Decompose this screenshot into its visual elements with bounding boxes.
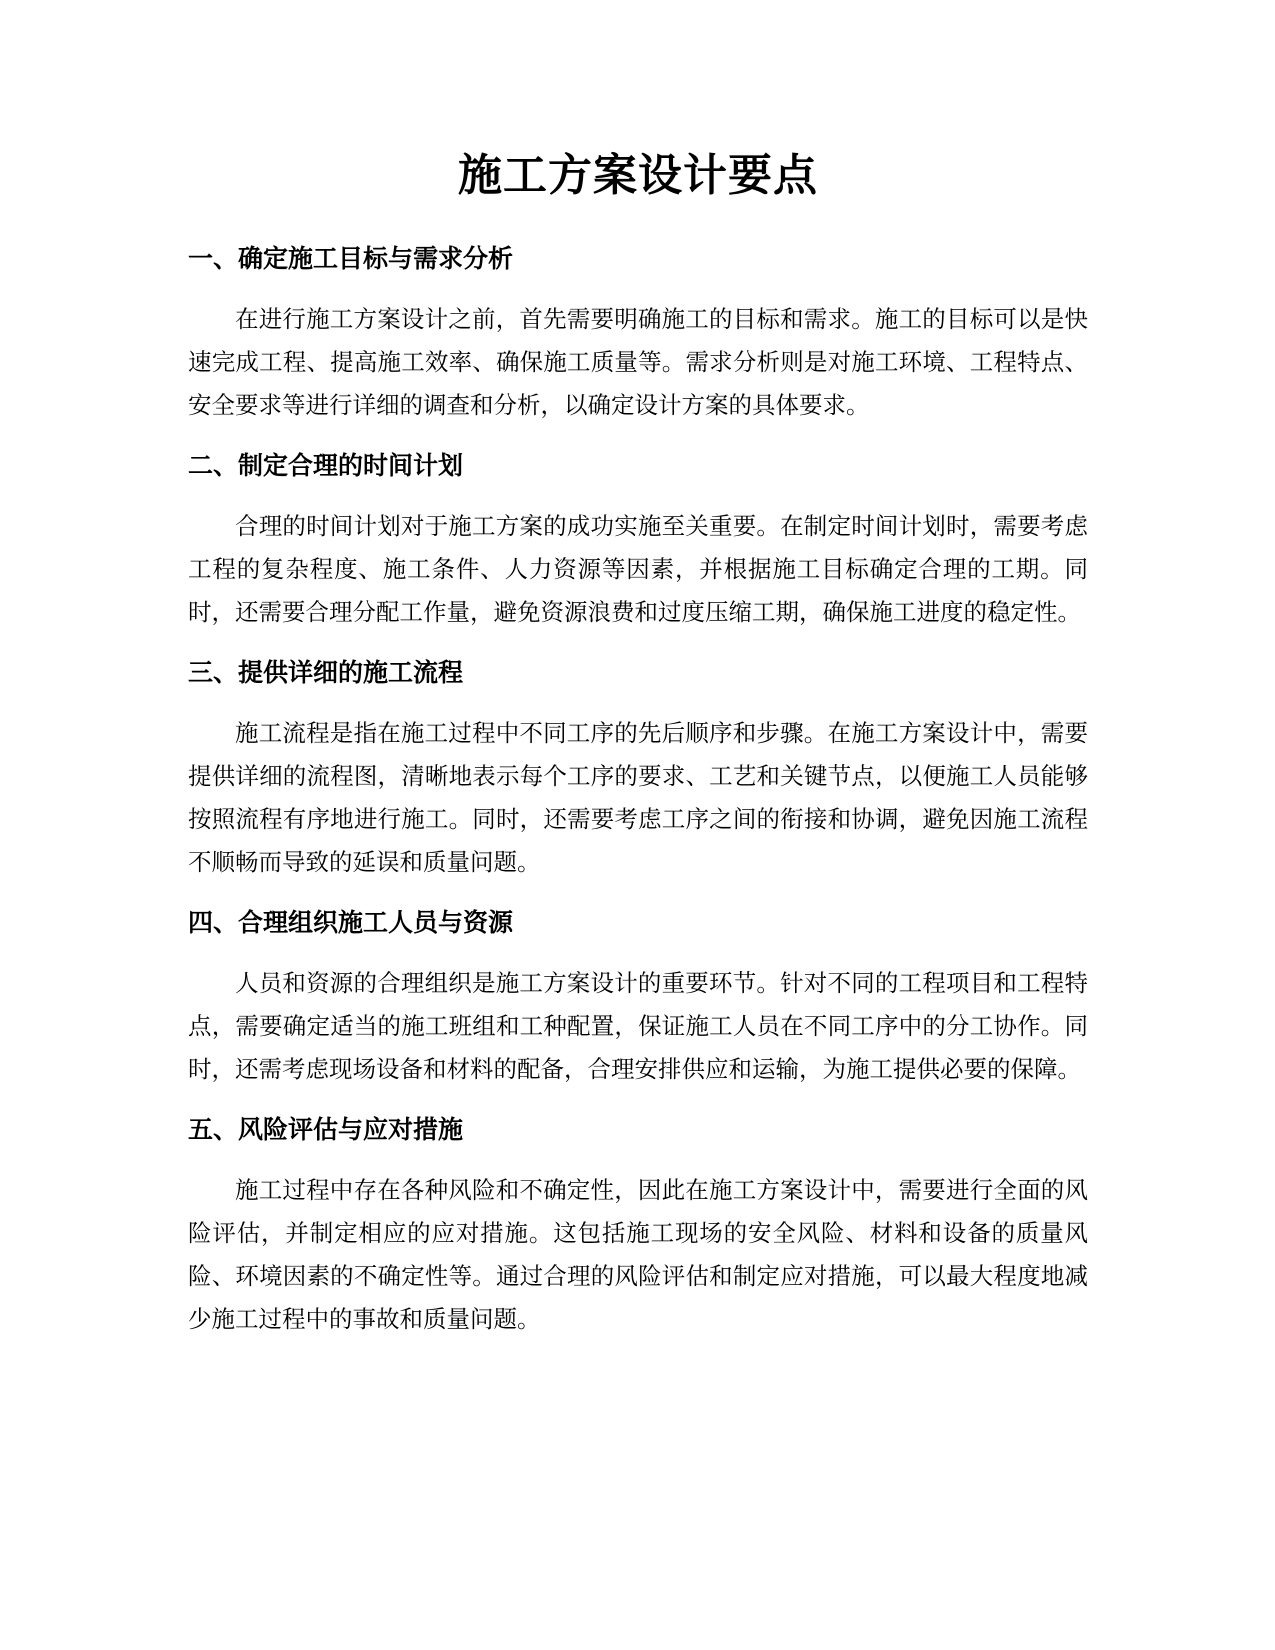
section-paragraph: 在进行施工方案设计之前，首先需要明确施工的目标和需求。施工的目标可以是快速完成工程、提高施工效率、确保施工质量等。需求分析则是对施工环境、工程特点、安全要求等进行详细的调查和分析，以确定设计方案的具体要求。: [188, 305, 1088, 419]
document-page: [188, 146, 1088, 1363]
section-3: [188, 656, 1088, 884]
section-2: [188, 449, 1088, 634]
section-heading: 三、提供详细的施工流程: [188, 658, 464, 687]
section-paragraph: 人员和资源的合理组织是施工方案设计的重要环节。针对不同的工程项目和工程特点，需要确定适当的施工班组和工种配置，保证施工人员在不同工序中的分工协作。同时，还需考虑现场设备和材料的配备，合理安排供应和运输，为施工提供必要的保障。: [188, 969, 1088, 1083]
section-paragraph: 合理的时间计划对于施工方案的成功实施至关重要。在制定时间计划时，需要考虑工程的复杂程度、施工条件、人力资源等因素，并根据施工目标确定合理的工期。同时，还需要合理分配工作量，避免资源浪费和过度压缩工期，确保施工进度的稳定性。: [188, 512, 1088, 626]
section-paragraph: 施工过程中存在各种风险和不确定性，因此在施工方案设计中，需要进行全面的风险评估，并制定相应的应对措施。这包括施工现场的安全风险、材料和设备的质量风险、环境因素的不确定性等。通过合理的风险评估和制定应对措施，可以最大程度地减少施工过程中的事故和质量问题。: [188, 1176, 1088, 1333]
section-heading: 一、确定施工目标与需求分析: [188, 244, 514, 273]
section-paragraph: 施工流程是指在施工过程中不同工序的先后顺序和步骤。在施工方案设计中，需要提供详细的流程图，清晰地表示每个工序的要求、工艺和关键节点，以便施工人员能够按照流程有序地进行施工。同时，还需要考虑工序之间的衔接和协调，避免因施工流程不顺畅而导致的延误和质量问题。: [188, 719, 1088, 876]
section-heading: 二、制定合理的时间计划: [188, 451, 464, 480]
section-heading: 四、合理组织施工人员与资源: [188, 908, 514, 937]
document-title: 施工方案设计要点: [458, 150, 818, 201]
section-5: [188, 1113, 1088, 1341]
section-1: [188, 242, 1088, 427]
section-4: [188, 906, 1088, 1091]
section-heading: 五、风险评估与应对措施: [188, 1115, 464, 1144]
